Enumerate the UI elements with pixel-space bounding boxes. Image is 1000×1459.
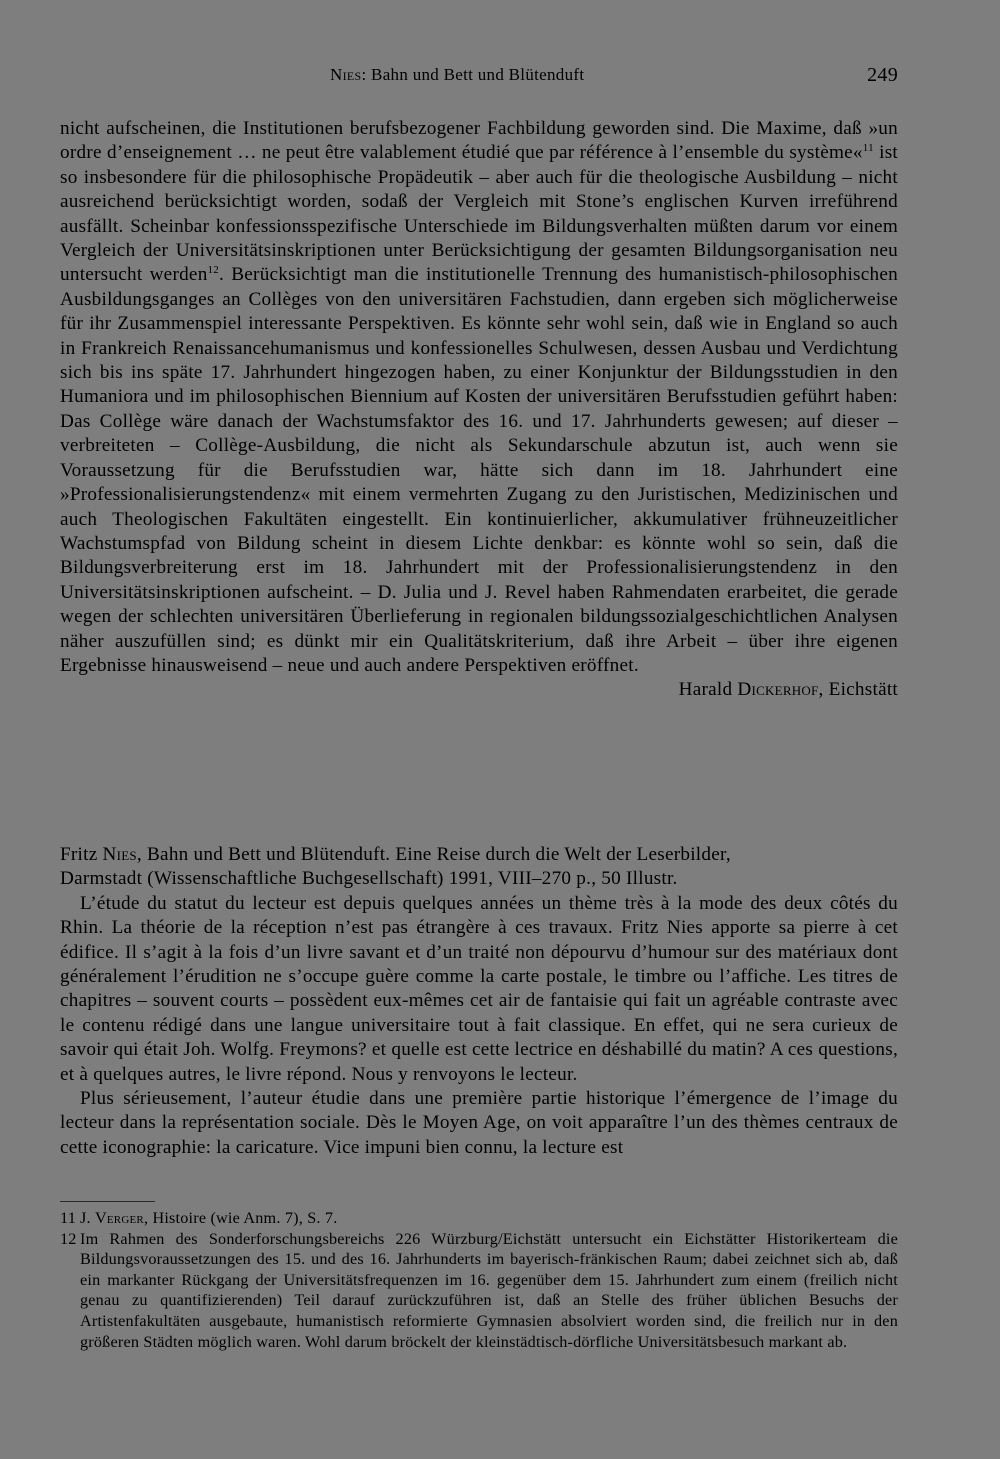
- signature-first-name: Harald: [678, 679, 738, 701]
- review-dickerhof: [60, 117, 898, 703]
- paragraph-text: . Berücksichtigt man die institutionelle Trennung des humanistisch-philosophischen Ausbildungsganges an Collèges von den universitären Fachstudien, dann ergeben sich möglicherweise für ihr Zusammenspiel interessante Perspektiven. Es könnte sehr wohl sein, daß wie in England so auch in Frankreich Renaissancehumanismus und konfessionelles Schulwesen, dessen Ausbau und Verdichtung sich bis ins späte 17. Jahrhundert hingezogen haben, zu einer Konjunktur der Bildungsstudien in den Humaniora und im philosophischen Biennium auf Kosten der universitären Berufsstudien geführt haben: Das Collège wäre danach der Wachstumsfaktor des 16. und 17. Jahrhunderts gewesen; auf dieser – verbreiteten – Collège-Ausbildung, die nicht als Sekundarschule abzutun ist, auch wenn sie Voraussetzung für die Berufsstudien war, hätte sich dann im 18. Jahrhundert eine »Professionalisierungstendenz« mit einem vermehrten Zugang zu den Juristischen, Medizinischen und auch Theologischen Fakultäten eingestellt. Ein kontinuierlicher, akkumulativer frühneuzeitlicher Wachstumspfad von Bildung scheint in diesem Lichte denkbar: es könnte wohl so sein, daß die Bildungsverbreiterung erst im 18. Jahrhundert mit der Professionalisierungstendenz in den Universitätsinskriptionen aufscheint. – D. Julia und J. Revel haben Rahmendaten erarbeitet, die gerade wegen der schlechten universitären Überlieferung in regionalen bildungssozialgeschichtlichen Analysen näher auszufüllen sind; es dünkt mir ein Qualitätskriterium, daß ihre Arbeit – über ihre eigenen Ergebnisse hinausweisend – neue und auch andere Perspektiven eröffnet.: [60, 264, 898, 676]
- footnote-number: 11: [60, 1209, 76, 1227]
- paragraph-text: nicht aufscheinen, die Institutionen berufsbezogener Fachbildung geworden sind. Die Maxime, daß »un ordre d’enseignement … ne peut être valablement étudié que par référence à l’ensemble du système«: [60, 118, 898, 164]
- review-nies-paragraph-1: L’étude du statut du lecteur est depuis quelques années un thème très à la mode des deux côtés du Rhin. La théorie de la réception n’est pas étrangère à ces travaux. Fritz Nies apporte sa pierre à cet édifice. Il s’agit à la fois d’un livre savant et d’un traité non dépourvu d’humour sur des matériaux dont généralement l’érudition ne s’occupe guère comme la carte postale, le timbre ou l’affiche. Les titres de chapitres – souvent courts – possèdent eux-mêmes cet air de fantaisie qui fait un agréable contraste avec le contenu rédigé dans une langue universitaire tout à fait classique. En effet, qui ne sera curieux de savoir qui était Joh. Wolfg. Freymons? et quelle est cette lectrice en déshabillé du matin? A ces questions, et à quelques autres, le livre répond. Nous y renvoyons le lecteur.: [60, 892, 898, 1085]
- running-head-author: Nies: [330, 65, 362, 84]
- footnote-ref-12: 12: [207, 264, 220, 277]
- book-author-first-name: Fritz: [60, 844, 103, 865]
- review-nies: [60, 843, 898, 1160]
- paragraph-text: ist so insbesondere für die philosophische Propädeutik – aber auch für die theologische Ausbildung – nicht ausreichend berücksichtigt worden, sodaß der Vergleich mit Stone’s englischen Kurven irreführend ausfällt. Scheinbar konfessionsspezifische Unterschiede im Bildungsverhalten müßten darum vor einem Vergleich der Universitätsinskriptionen unter Berücksichtigung der gesamten Bildungsorganisation neu untersucht werden: [60, 142, 898, 286]
- footnote-11: [60, 1208, 898, 1229]
- footnote-author-surname: Verger: [95, 1209, 144, 1227]
- footnote-text: Im Rahmen des Sonderforschungsbereichs 226 Würzburg/Eichstätt untersucht ein Eichstätter Historikerteam die Bildungsvoraussetzungen des 15. und des 16. Jahrhunderts im bayerisch-fränkischen Raum; dabei zeichnet sich ab, daß ein markanter Rückgang der Universitätsfrequenzen im 16. gegenüber dem 15. Jahrhundert zum einem (freilich nicht genau zu quantifizierenden) Teil darauf zurückzuführen ist, daß an Stelle des früher üblichen Besuchs der Artistenfakultäten ausgebaute, humanistisch reformierte Gymnasien absolviert worden sind, die freilich nur in den größeren Städten möglich waren. Wohl darum bröckelt der kleinstädtisch-dörfliche Universitätsbesuch markant ab.: [80, 1229, 898, 1351]
- reviewer-signature: [60, 678, 898, 702]
- footnote-author-initial: J.: [80, 1209, 95, 1227]
- signature-surname: Dickerhof: [737, 679, 819, 701]
- footnote-ref-11: 11: [862, 142, 874, 155]
- book-author-surname: Nies: [102, 844, 137, 865]
- page-number: 249: [867, 64, 898, 86]
- review-nies-paragraph-2: Plus sérieusement, l’auteur étudie dans une première partie historique l’émergence de l’image du lecteur dans la représentation sociale. Dès le Moyen Age, on voit apparaître l’un des thèmes centraux de cette iconographie: la caricature. Vice impuni bien connu, la lecture est: [60, 1088, 898, 1158]
- footnote-rule: [60, 1201, 155, 1202]
- footnote-12: [60, 1229, 898, 1353]
- footnote-number: 12: [60, 1229, 77, 1248]
- running-head: [60, 62, 898, 88]
- book-title: , Bahn und Bett und Blütenduft. Eine Reise durch die Welt der Leserbilder,: [136, 844, 731, 865]
- footnotes: [60, 1208, 898, 1352]
- running-head-title-text: : Bahn und Bett und Blütenduft: [361, 65, 585, 84]
- review-nies-bibliography: [60, 843, 898, 892]
- bibliography-line-2: Darmstadt (Wissenschaftliche Buchgesellschaft) 1991, VIII–270 p., 50 Illustr.: [60, 868, 678, 890]
- review-dickerhof-paragraph: [60, 117, 898, 678]
- bibliography-line-1: [60, 843, 898, 867]
- footnote-text: , Histoire (wie Anm. 7), S. 7.: [143, 1209, 338, 1227]
- running-head-title: [330, 62, 584, 88]
- signature-place: , Eichstätt: [818, 679, 898, 701]
